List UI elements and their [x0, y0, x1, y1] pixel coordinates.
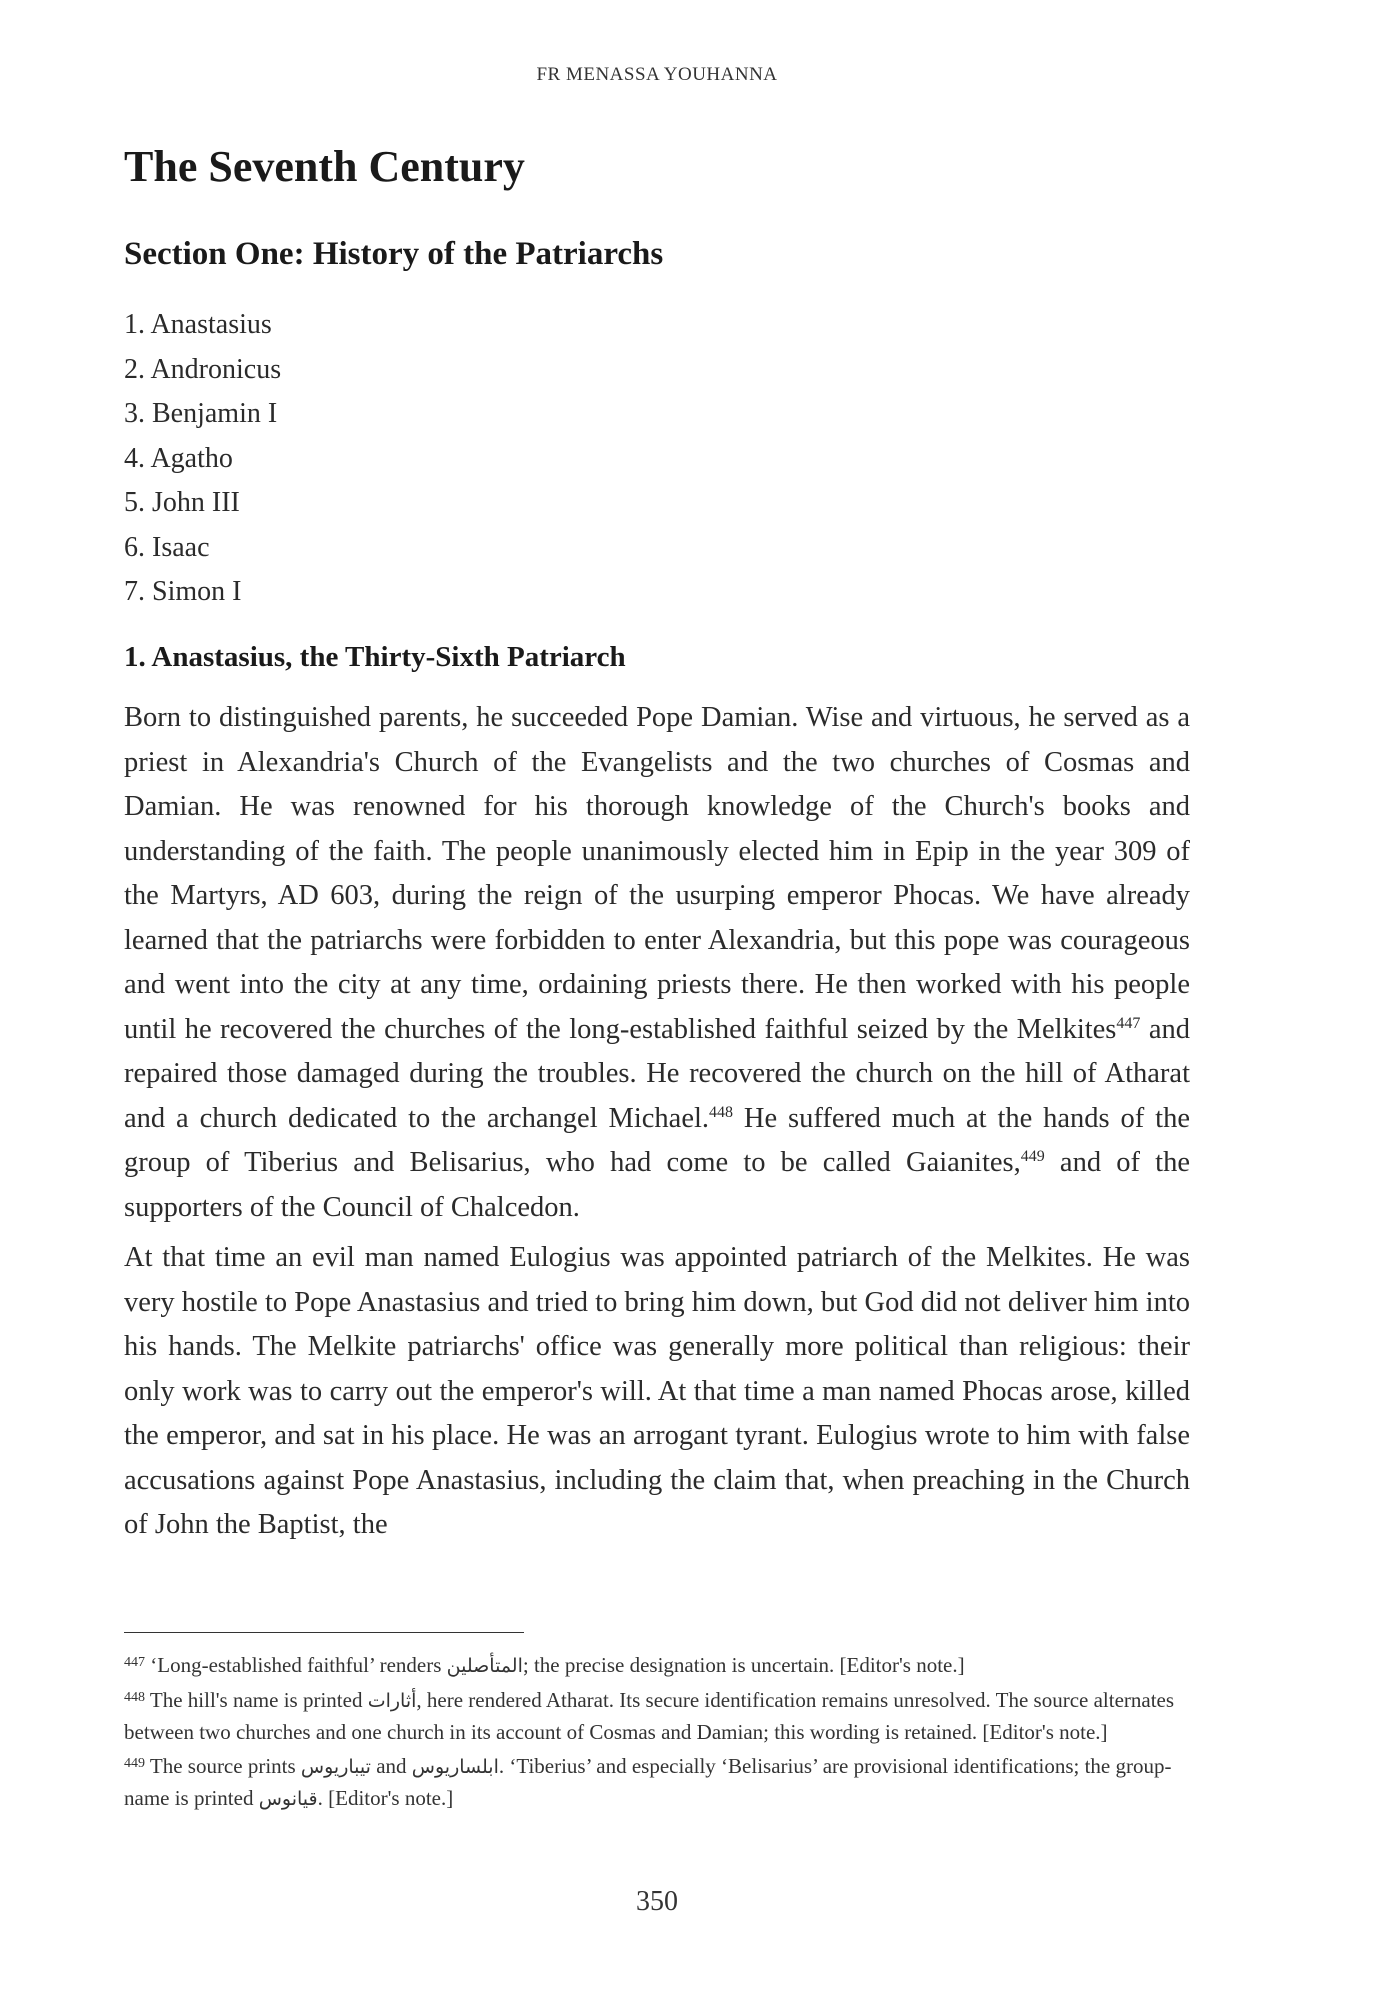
paragraph-1-part-1: Born to distinguished parents, he succeeded Pope Damian. Wise and virtuous, he served as a priest in Alexandria's Church of the Evangelists and the two churches of Cosmas and Damian. He was renowned for his thorough knowledge of the Church's books and understanding of the faith. The people unanimously elected him in Epip in the year 309 of the Martyrs, AD 603, during the reign of the usurping emperor Phocas. We have already learned that the patriarchs were forbidden to enter Alexandria, but this pope was courageous and went into the city at any time, ordaining priests there. He then worked with his people until he recovered the churches of the long-established faithful seized by the Melkites	[124, 702, 1190, 1045]
patriarch-list-item: 6. Isaac	[124, 531, 210, 563]
chapter-title: The Seventh Century	[124, 142, 525, 191]
patriarch-list-item: 5. John III	[124, 487, 240, 518]
footnote-text: , here rendered Atharat. Its secure identification remains unresolved. The source alternates between two churches and one church in its account of Cosmas and Damian; this wording is retained. [Editor's note.]	[124, 1688, 1175, 1744]
footnote-text: . [Editor's note.]	[317, 1786, 454, 1810]
footnote-number: 448	[124, 1690, 145, 1705]
footnote-divider	[124, 1632, 524, 1633]
arabic-term: المتأصلين	[446, 1655, 523, 1677]
paragraph-1-part-4: and of the supporters of the Council of Chalcedon.	[124, 1147, 1190, 1223]
patriarch-list	[124, 303, 281, 615]
subsection-title: 1. Anastasius, the Thirty-Sixth Patriarch	[124, 641, 626, 673]
footnote-text: . ‘Tiberius’ and especially ‘Belisarius’ are provisional identifications; the group-name is printed	[124, 1754, 1172, 1810]
footnote-text: The hill's name is printed	[145, 1688, 368, 1712]
patriarch-list-item: 1. Anastasius	[124, 309, 272, 340]
footnote-ref-448[interactable]: 448	[709, 1103, 734, 1121]
page-number: 350	[636, 1886, 678, 1917]
patriarch-list-item: 3. Benjamin I	[124, 398, 278, 429]
footnote-number: 449	[124, 1756, 145, 1771]
paragraph-2: At that time an evil man named Eulogius was appointed patriarch of the Melkites. He was very hostile to Pope Anastasius and tried to bring him down, but God did not deliver him into his hands. The Melkite patriarchs' office was generally more political than religious: their only work was to carry out the emperor's will. At that time a man named Phocas arose, killed the emperor, and sat in his place. He was an arrogant tyrant. Eulogius wrote to him with false accusations against Pope Anastasius, including the claim that, when preaching in the Church of John the Baptist, the	[124, 1242, 1190, 1540]
footnote-447	[124, 1650, 1190, 1682]
paragraph-1	[124, 696, 1190, 1230]
patriarch-list-item: 4. Agatho	[124, 442, 233, 474]
section-title: Section One: History of the Patriarchs	[124, 236, 664, 272]
footnote-448	[124, 1685, 1190, 1748]
footnote-text: and	[370, 1754, 412, 1778]
arabic-term: أثارات	[367, 1690, 417, 1712]
paragraph-1-part-2: and repaired those damaged during the troubles. He recovered the church on the hill of Atharat and a church dedicated to the archangel Michael.	[124, 1013, 1190, 1134]
arabic-term: ابلساريوس	[411, 1756, 499, 1778]
footnote-text: ; the precise designation is uncertain. [Editor's note.]	[522, 1653, 965, 1677]
footnote-449	[124, 1751, 1190, 1815]
arabic-term: تيباريوس	[300, 1756, 371, 1778]
body-text	[124, 696, 1190, 1554]
footnote-number: 447	[124, 1655, 145, 1670]
book-page	[124, 0, 1190, 2000]
paragraph-1-part-3: He suffered much at the hands of the group of Tiberius and Belisarius, who had come to be called Gaianites,	[124, 1102, 1190, 1178]
patriarch-list-item: 7. Simon I	[124, 576, 242, 607]
footnote-text: ‘Long-established faithful’ renders	[145, 1653, 447, 1677]
running-head: FR MENASSA YOUHANNA	[536, 64, 778, 85]
patriarch-list-item: 2. Andronicus	[124, 353, 282, 385]
footnote-text: The source prints	[145, 1754, 301, 1778]
footnote-ref-449[interactable]: 449	[1020, 1148, 1045, 1165]
arabic-term: قيانوس	[258, 1788, 318, 1810]
footnote-ref-447[interactable]: 447	[1116, 1014, 1141, 1032]
footnotes	[124, 1650, 1190, 1818]
